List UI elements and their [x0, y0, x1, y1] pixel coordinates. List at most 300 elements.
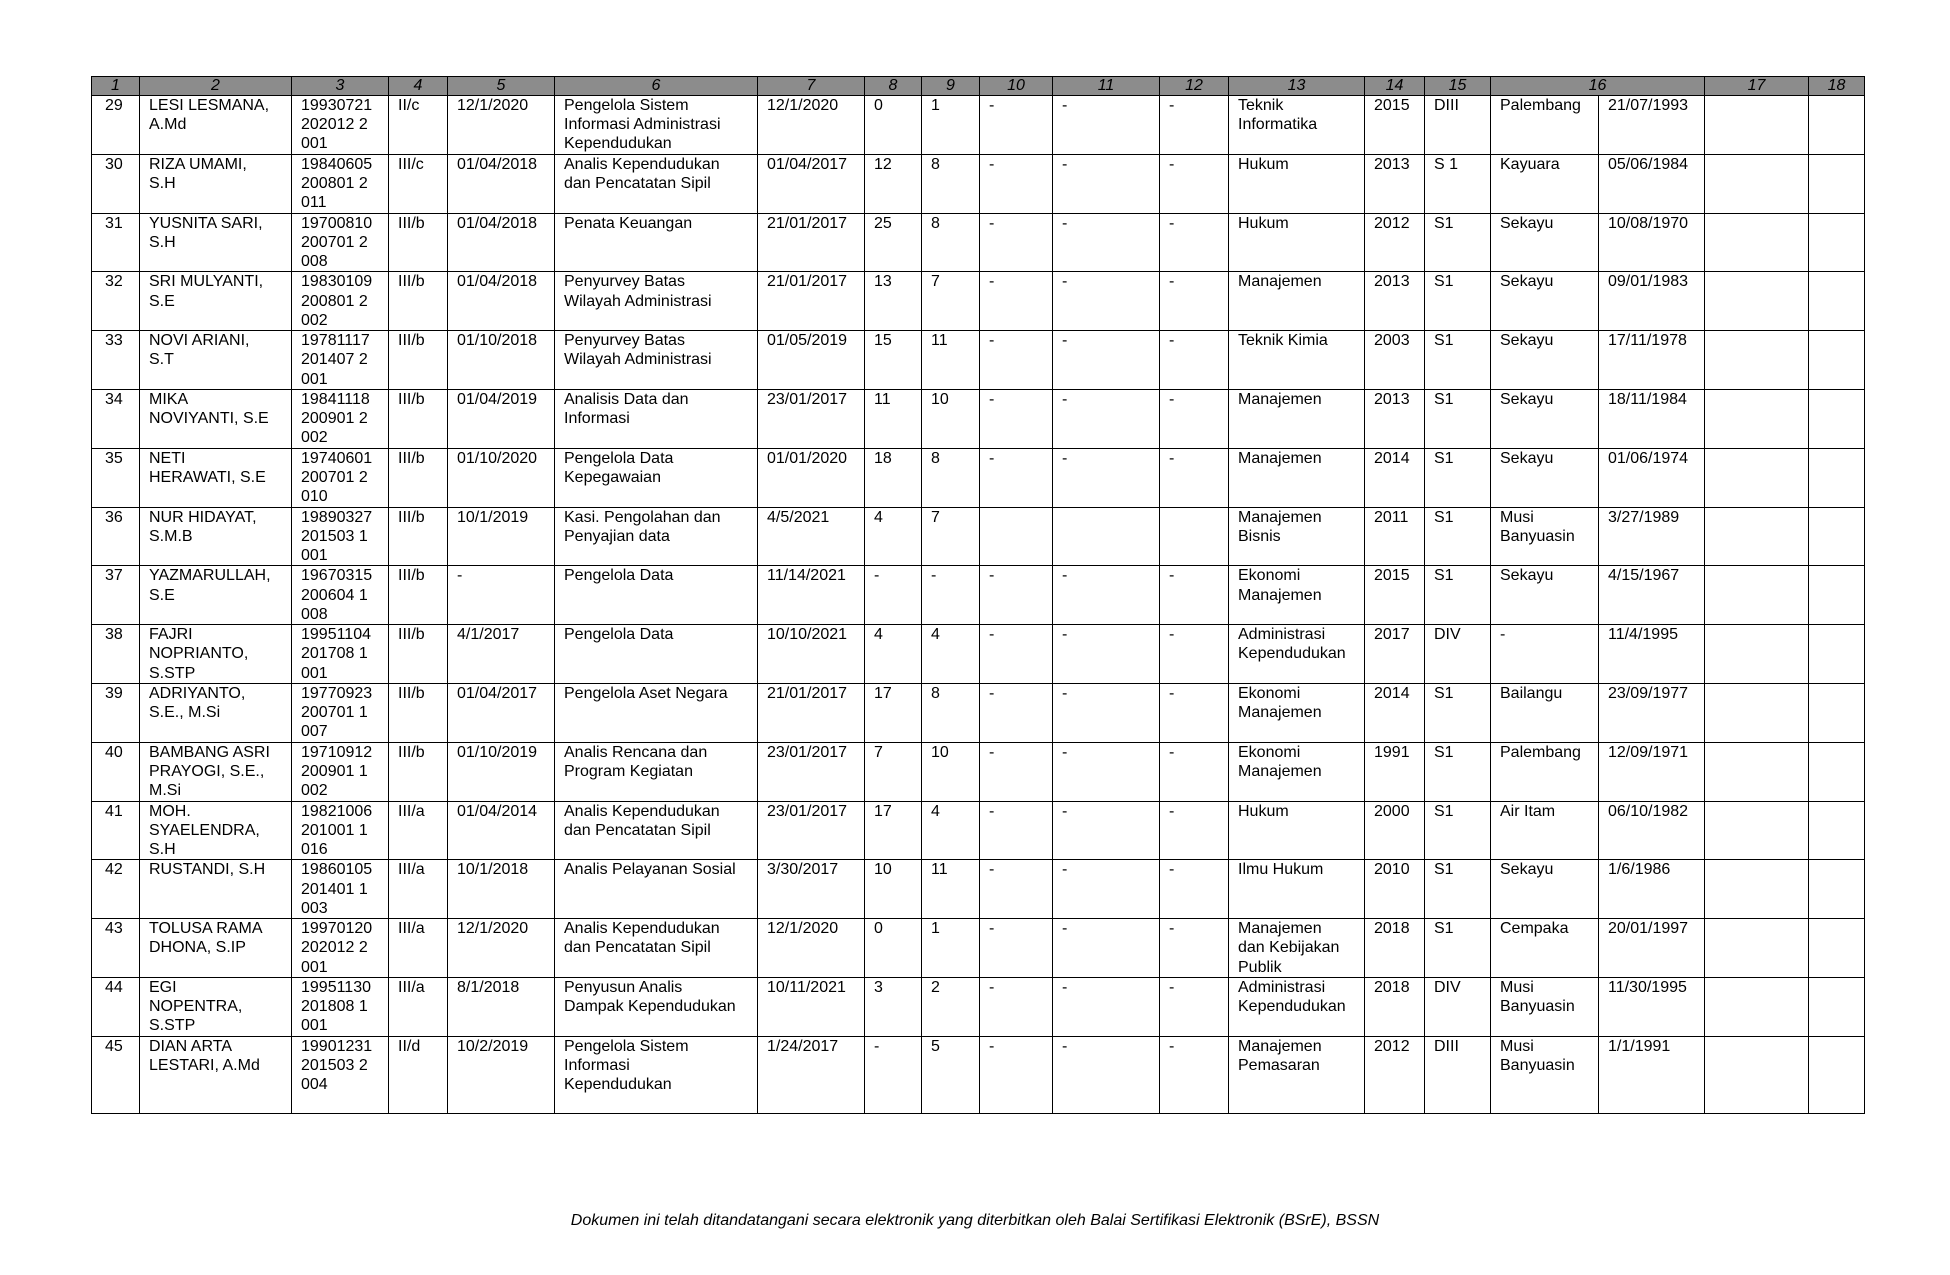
table-cell: S1	[1425, 919, 1491, 978]
table-cell: 8	[922, 683, 980, 742]
table-cell: RUSTANDI, S.H	[140, 860, 292, 919]
table-cell: Administrasi Kependudukan	[1229, 625, 1365, 684]
table-cell: 01/04/2018	[448, 213, 555, 272]
table-cell: -	[1053, 213, 1160, 272]
table-cell: 1/6/1986	[1599, 860, 1705, 919]
table-cell: 17	[865, 683, 922, 742]
table-cell: 2010	[1365, 860, 1425, 919]
table-cell: -	[980, 566, 1053, 625]
table-cell: -	[1053, 742, 1160, 801]
table-cell: III/b	[389, 566, 448, 625]
table-cell: -	[980, 96, 1053, 155]
table-cell: LESI LESMANA, A.Md	[140, 96, 292, 155]
table-cell: 31	[92, 213, 140, 272]
table-cell: -	[980, 1036, 1053, 1113]
table-cell: Penyurvey Batas Wilayah Administrasi	[555, 272, 758, 331]
table-cell: 0	[865, 96, 922, 155]
table-cell: -	[980, 625, 1053, 684]
table-cell: -	[980, 154, 1053, 213]
table-cell: Penata Keuangan	[555, 213, 758, 272]
header-cell: 8	[865, 77, 922, 96]
table-cell: 15	[865, 331, 922, 390]
table-cell: 19951130 201808 1 001	[292, 977, 389, 1036]
table-row	[92, 389, 1865, 448]
table-cell: Pengelola Data	[555, 625, 758, 684]
table-cell	[1705, 507, 1809, 566]
table-cell	[1705, 566, 1809, 625]
table-cell	[1809, 507, 1865, 566]
table-cell: ADRIYANTO, S.E., M.Si	[140, 683, 292, 742]
table-cell: -	[1160, 448, 1229, 507]
table-cell: 23/01/2017	[758, 742, 865, 801]
table-cell: Sekayu	[1491, 389, 1599, 448]
table-cell: 23/09/1977	[1599, 683, 1705, 742]
table-cell: Musi Banyuasin	[1491, 1036, 1599, 1113]
table-cell: III/b	[389, 389, 448, 448]
table-cell: Ekonomi Manajemen	[1229, 742, 1365, 801]
table-cell: 01/04/2014	[448, 801, 555, 860]
table-cell: YUSNITA SARI, S.H	[140, 213, 292, 272]
table-cell: 17	[865, 801, 922, 860]
table-cell: Hukum	[1229, 801, 1365, 860]
table-cell	[1809, 801, 1865, 860]
table-cell: 2015	[1365, 566, 1425, 625]
table-cell: S 1	[1425, 154, 1491, 213]
table-cell: -	[980, 272, 1053, 331]
table-cell: MOH. SYAELENDRA, S.H	[140, 801, 292, 860]
table-cell: Administrasi Kependudukan	[1229, 977, 1365, 1036]
table-cell: NETI HERAWATI, S.E	[140, 448, 292, 507]
table-cell	[1705, 213, 1809, 272]
table-row	[92, 860, 1865, 919]
table-cell: -	[1053, 625, 1160, 684]
table-cell: 2015	[1365, 96, 1425, 155]
table-cell: Analis Kependudukan dan Pencatatan Sipil	[555, 801, 758, 860]
table-cell: -	[1160, 625, 1229, 684]
table-cell: Teknik Informatika	[1229, 96, 1365, 155]
table-cell: Cempaka	[1491, 919, 1599, 978]
header-cell: 7	[758, 77, 865, 96]
table-cell	[1809, 625, 1865, 684]
table-cell: 19901231 201503 2 004	[292, 1036, 389, 1113]
table-cell: NUR HIDAYAT, S.M.B	[140, 507, 292, 566]
table-cell: 01/04/2019	[448, 389, 555, 448]
table-cell: YAZMARULLAH, S.E	[140, 566, 292, 625]
header-cell: 6	[555, 77, 758, 96]
table-cell: 43	[92, 919, 140, 978]
table-cell: SRI MULYANTI, S.E	[140, 272, 292, 331]
table-cell: Manajemen dan Kebijakan Publik	[1229, 919, 1365, 978]
table-cell: Penyurvey Batas Wilayah Administrasi	[555, 331, 758, 390]
table-cell: 3/27/1989	[1599, 507, 1705, 566]
header-cell: 18	[1809, 77, 1865, 96]
table-cell: III/a	[389, 977, 448, 1036]
table-cell: 17/11/1978	[1599, 331, 1705, 390]
table-row	[92, 448, 1865, 507]
table-cell: 2	[922, 977, 980, 1036]
table-cell: 12/1/2020	[448, 919, 555, 978]
table-cell: 32	[92, 272, 140, 331]
table-cell: Manajemen	[1229, 448, 1365, 507]
table-cell: 8	[922, 448, 980, 507]
table-cell	[1705, 860, 1809, 919]
table-cell	[1705, 801, 1809, 860]
table-cell: 01/10/2020	[448, 448, 555, 507]
table-cell: 21/07/1993	[1599, 96, 1705, 155]
table-cell: DIAN ARTA LESTARI, A.Md	[140, 1036, 292, 1113]
table-cell: S1	[1425, 448, 1491, 507]
table-row	[92, 919, 1865, 978]
table-cell: -	[1160, 860, 1229, 919]
table-cell: -	[1053, 331, 1160, 390]
table-cell: Palembang	[1491, 96, 1599, 155]
table-cell: -	[1053, 683, 1160, 742]
table-cell: 12/09/1971	[1599, 742, 1705, 801]
table-cell: 06/10/1982	[1599, 801, 1705, 860]
table-cell: 12/1/2020	[448, 96, 555, 155]
table-cell: 10/10/2021	[758, 625, 865, 684]
header-cell: 11	[1053, 77, 1160, 96]
table-cell: 01/04/2017	[758, 154, 865, 213]
table-cell: BAMBANG ASRI PRAYOGI, S.E., M.Si	[140, 742, 292, 801]
table-cell: 01/04/2018	[448, 154, 555, 213]
table-cell: 11	[865, 389, 922, 448]
table-cell: Pengelola Data	[555, 566, 758, 625]
table-cell: -	[1160, 389, 1229, 448]
signature-footer: Dokumen ini telah ditandatangani secara elektronik yang diterbitkan oleh Balai Sertifikasi Elektronik (BSrE), BSSN	[570, 1212, 1380, 1229]
table-cell: Sekayu	[1491, 331, 1599, 390]
table-cell: 3/30/2017	[758, 860, 865, 919]
table-cell	[1705, 742, 1809, 801]
table-cell: 2003	[1365, 331, 1425, 390]
table-cell: -	[980, 448, 1053, 507]
table-cell: 19841118 200901 2 002	[292, 389, 389, 448]
table-cell: 19970120 202012 2 001	[292, 919, 389, 978]
employee-table	[91, 76, 1865, 1114]
header-cell: 13	[1229, 77, 1365, 96]
table-cell: 10/08/1970	[1599, 213, 1705, 272]
table-cell: -	[980, 331, 1053, 390]
table-cell: -	[1160, 272, 1229, 331]
table-cell: Manajemen Bisnis	[1229, 507, 1365, 566]
table-cell: III/b	[389, 742, 448, 801]
table-cell: 01/05/2019	[758, 331, 865, 390]
table-cell: 19770923 200701 1 007	[292, 683, 389, 742]
table-cell	[1809, 1036, 1865, 1113]
table-cell: 1991	[1365, 742, 1425, 801]
table-cell: Ekonomi Manajemen	[1229, 566, 1365, 625]
table-cell	[1809, 154, 1865, 213]
table-cell: 38	[92, 625, 140, 684]
header-cell: 14	[1365, 77, 1425, 96]
table-cell: Manajemen	[1229, 272, 1365, 331]
table-cell: -	[980, 919, 1053, 978]
table-cell	[1809, 272, 1865, 331]
table-cell: 21/01/2017	[758, 683, 865, 742]
table-cell: 01/04/2018	[448, 272, 555, 331]
table-cell: III/a	[389, 801, 448, 860]
table-cell: -	[1160, 154, 1229, 213]
table-cell: 42	[92, 860, 140, 919]
table-cell: 1	[922, 96, 980, 155]
table-cell	[1705, 272, 1809, 331]
table-cell: 11/14/2021	[758, 566, 865, 625]
table-row	[92, 801, 1865, 860]
table-cell: 05/06/1984	[1599, 154, 1705, 213]
table-cell: 34	[92, 389, 140, 448]
table-cell: -	[865, 566, 922, 625]
table-cell: Sekayu	[1491, 860, 1599, 919]
table-cell: II/c	[389, 96, 448, 155]
table-cell: 1	[922, 919, 980, 978]
header-cell: 17	[1705, 77, 1809, 96]
table-cell: -	[1053, 154, 1160, 213]
table-cell: Pengelola Aset Negara	[555, 683, 758, 742]
table-cell: 01/06/1974	[1599, 448, 1705, 507]
table-cell: Pengelola Sistem Informasi Administrasi Kependudukan	[555, 96, 758, 155]
table-cell: Manajemen	[1229, 389, 1365, 448]
table-cell	[1053, 507, 1160, 566]
table-cell: 5	[922, 1036, 980, 1113]
table-cell: DIV	[1425, 625, 1491, 684]
table-cell: -	[1053, 919, 1160, 978]
table-cell: -	[1053, 977, 1160, 1036]
table-cell: 8	[922, 213, 980, 272]
table-cell: 4/5/2021	[758, 507, 865, 566]
table-cell: -	[865, 1036, 922, 1113]
table-cell: 2013	[1365, 154, 1425, 213]
table-cell: 10/11/2021	[758, 977, 865, 1036]
table-cell: S1	[1425, 742, 1491, 801]
table-cell: 12	[865, 154, 922, 213]
header-cell: 10	[980, 77, 1053, 96]
table-cell: 4	[865, 507, 922, 566]
table-cell: Penyusun Analis Dampak Kependudukan	[555, 977, 758, 1036]
table-cell: -	[980, 389, 1053, 448]
table-cell: Palembang	[1491, 742, 1599, 801]
table-row	[92, 977, 1865, 1036]
table-cell	[1809, 742, 1865, 801]
header-cell: 2	[140, 77, 292, 96]
table-cell: -	[1160, 801, 1229, 860]
table-cell: -	[980, 213, 1053, 272]
table-cell	[1705, 919, 1809, 978]
table-cell: -	[1053, 860, 1160, 919]
column-number-header	[92, 77, 1865, 96]
table-cell: S1	[1425, 331, 1491, 390]
table-cell: Analis Rencana dan Program Kegiatan	[555, 742, 758, 801]
table-cell	[1809, 919, 1865, 978]
table-cell: 01/10/2018	[448, 331, 555, 390]
table-cell: Hukum	[1229, 154, 1365, 213]
table-cell: III/b	[389, 213, 448, 272]
table-cell: 2014	[1365, 448, 1425, 507]
table-cell: DIV	[1425, 977, 1491, 1036]
table-cell: III/b	[389, 625, 448, 684]
table-cell: 11/30/1995	[1599, 977, 1705, 1036]
table-cell: Sekayu	[1491, 448, 1599, 507]
table-cell: 11	[922, 860, 980, 919]
header-cell: 4	[389, 77, 448, 96]
table-cell: 13	[865, 272, 922, 331]
table-cell: Sekayu	[1491, 213, 1599, 272]
table-row	[92, 625, 1865, 684]
header-cell: 16	[1491, 77, 1705, 96]
table-cell: S1	[1425, 507, 1491, 566]
table-cell: 4	[922, 801, 980, 860]
table-cell	[1705, 331, 1809, 390]
table-cell: EGI NOPENTRA, S.STP	[140, 977, 292, 1036]
table-cell	[1809, 977, 1865, 1036]
table-cell: III/a	[389, 860, 448, 919]
table-cell: DIII	[1425, 96, 1491, 155]
table-cell: 1/1/1991	[1599, 1036, 1705, 1113]
table-row	[92, 331, 1865, 390]
table-cell: 11/4/1995	[1599, 625, 1705, 684]
table-cell: 1/24/2017	[758, 1036, 865, 1113]
table-row	[92, 683, 1865, 742]
table-cell: Pengelola Sistem Informasi Kependudukan	[555, 1036, 758, 1113]
table-cell	[1705, 96, 1809, 155]
table-cell: Analis Kependudukan dan Pencatatan Sipil	[555, 154, 758, 213]
table-cell: Kasi. Pengolahan dan Penyajian data	[555, 507, 758, 566]
table-cell: Musi Banyuasin	[1491, 977, 1599, 1036]
table-cell: 29	[92, 96, 140, 155]
table-cell	[1809, 448, 1865, 507]
table-cell: 19951104 201708 1 001	[292, 625, 389, 684]
table-cell: -	[1160, 213, 1229, 272]
table-cell	[1809, 566, 1865, 625]
table-cell: 35	[92, 448, 140, 507]
table-cell: 2014	[1365, 683, 1425, 742]
table-cell: 40	[92, 742, 140, 801]
table-cell: TOLUSA RAMA DHONA, S.IP	[140, 919, 292, 978]
table-cell: 8/1/2018	[448, 977, 555, 1036]
table-cell: 30	[92, 154, 140, 213]
table-cell: 7	[922, 507, 980, 566]
table-cell: 23/01/2017	[758, 389, 865, 448]
table-cell: III/a	[389, 919, 448, 978]
table-cell: 4/15/1967	[1599, 566, 1705, 625]
table-cell: -	[980, 977, 1053, 1036]
table-cell: 8	[922, 154, 980, 213]
table-row	[92, 1036, 1865, 1113]
table-cell: 2013	[1365, 389, 1425, 448]
table-cell: 19860105 201401 1 003	[292, 860, 389, 919]
table-cell: 0	[865, 919, 922, 978]
table-row	[92, 213, 1865, 272]
table-cell	[1705, 683, 1809, 742]
header-cell: 1	[92, 77, 140, 96]
table-row	[92, 507, 1865, 566]
table-cell: 11	[922, 331, 980, 390]
table-cell: RIZA UMAMI, S.H	[140, 154, 292, 213]
table-cell: 19890327 201503 1 001	[292, 507, 389, 566]
table-cell: 09/01/1983	[1599, 272, 1705, 331]
table-row	[92, 96, 1865, 155]
table-cell: 33	[92, 331, 140, 390]
table-cell: 10	[922, 742, 980, 801]
table-cell: III/c	[389, 154, 448, 213]
table-cell: III/b	[389, 683, 448, 742]
table-cell: Analis Kependudukan dan Pencatatan Sipil	[555, 919, 758, 978]
table-cell: 20/01/1997	[1599, 919, 1705, 978]
table-cell: S1	[1425, 272, 1491, 331]
header-cell: 5	[448, 77, 555, 96]
table-cell: S1	[1425, 389, 1491, 448]
table-cell: 2013	[1365, 272, 1425, 331]
table-row	[92, 742, 1865, 801]
table-cell: 2018	[1365, 977, 1425, 1036]
table-cell: DIII	[1425, 1036, 1491, 1113]
table-row	[92, 566, 1865, 625]
table-cell: 44	[92, 977, 140, 1036]
header-cell: 15	[1425, 77, 1491, 96]
table-cell	[1705, 625, 1809, 684]
table-cell: 19781117 201407 2 001	[292, 331, 389, 390]
table-cell: -	[980, 860, 1053, 919]
table-cell: 01/04/2017	[448, 683, 555, 742]
table-cell: 19700810 200701 2 008	[292, 213, 389, 272]
table-cell: Pengelola Data Kepegawaian	[555, 448, 758, 507]
table-cell: 23/01/2017	[758, 801, 865, 860]
table-cell: -	[1491, 625, 1599, 684]
table-cell: 21/01/2017	[758, 272, 865, 331]
table-cell	[1705, 977, 1809, 1036]
table-cell: Ilmu Hukum	[1229, 860, 1365, 919]
table-cell: Air Itam	[1491, 801, 1599, 860]
table-cell: 2012	[1365, 213, 1425, 272]
table-cell	[1809, 213, 1865, 272]
table-cell	[1809, 683, 1865, 742]
table-cell: 2000	[1365, 801, 1425, 860]
table-cell: 4	[865, 625, 922, 684]
table-cell: -	[1053, 272, 1160, 331]
table-cell: 36	[92, 507, 140, 566]
table-cell: 18/11/1984	[1599, 389, 1705, 448]
table-cell: FAJRI NOPRIANTO, S.STP	[140, 625, 292, 684]
table-cell: -	[1160, 96, 1229, 155]
table-cell: NOVI ARIANI, S.T	[140, 331, 292, 390]
table-cell: III/b	[389, 272, 448, 331]
table-cell	[1809, 331, 1865, 390]
table-cell: -	[1160, 566, 1229, 625]
table-cell: S1	[1425, 683, 1491, 742]
table-cell: 2011	[1365, 507, 1425, 566]
table-cell: 2012	[1365, 1036, 1425, 1113]
table-cell	[1809, 389, 1865, 448]
table-cell: -	[1160, 683, 1229, 742]
table-cell: III/b	[389, 507, 448, 566]
table-cell: 18	[865, 448, 922, 507]
table-cell: -	[1160, 331, 1229, 390]
table-cell: Analisis Data dan Informasi	[555, 389, 758, 448]
table-cell: -	[1053, 1036, 1160, 1113]
table-cell: -	[922, 566, 980, 625]
table-cell: S1	[1425, 860, 1491, 919]
table-cell: 41	[92, 801, 140, 860]
table-cell: III/b	[389, 448, 448, 507]
table-cell: -	[980, 742, 1053, 801]
table-cell: Teknik Kimia	[1229, 331, 1365, 390]
table-cell: -	[1053, 801, 1160, 860]
table-cell: Hukum	[1229, 213, 1365, 272]
table-cell	[1809, 860, 1865, 919]
table-cell: 19930721 202012 2 001	[292, 96, 389, 155]
header-cell: 9	[922, 77, 980, 96]
table-cell: -	[980, 801, 1053, 860]
table-cell: Analis Pelayanan Sosial	[555, 860, 758, 919]
